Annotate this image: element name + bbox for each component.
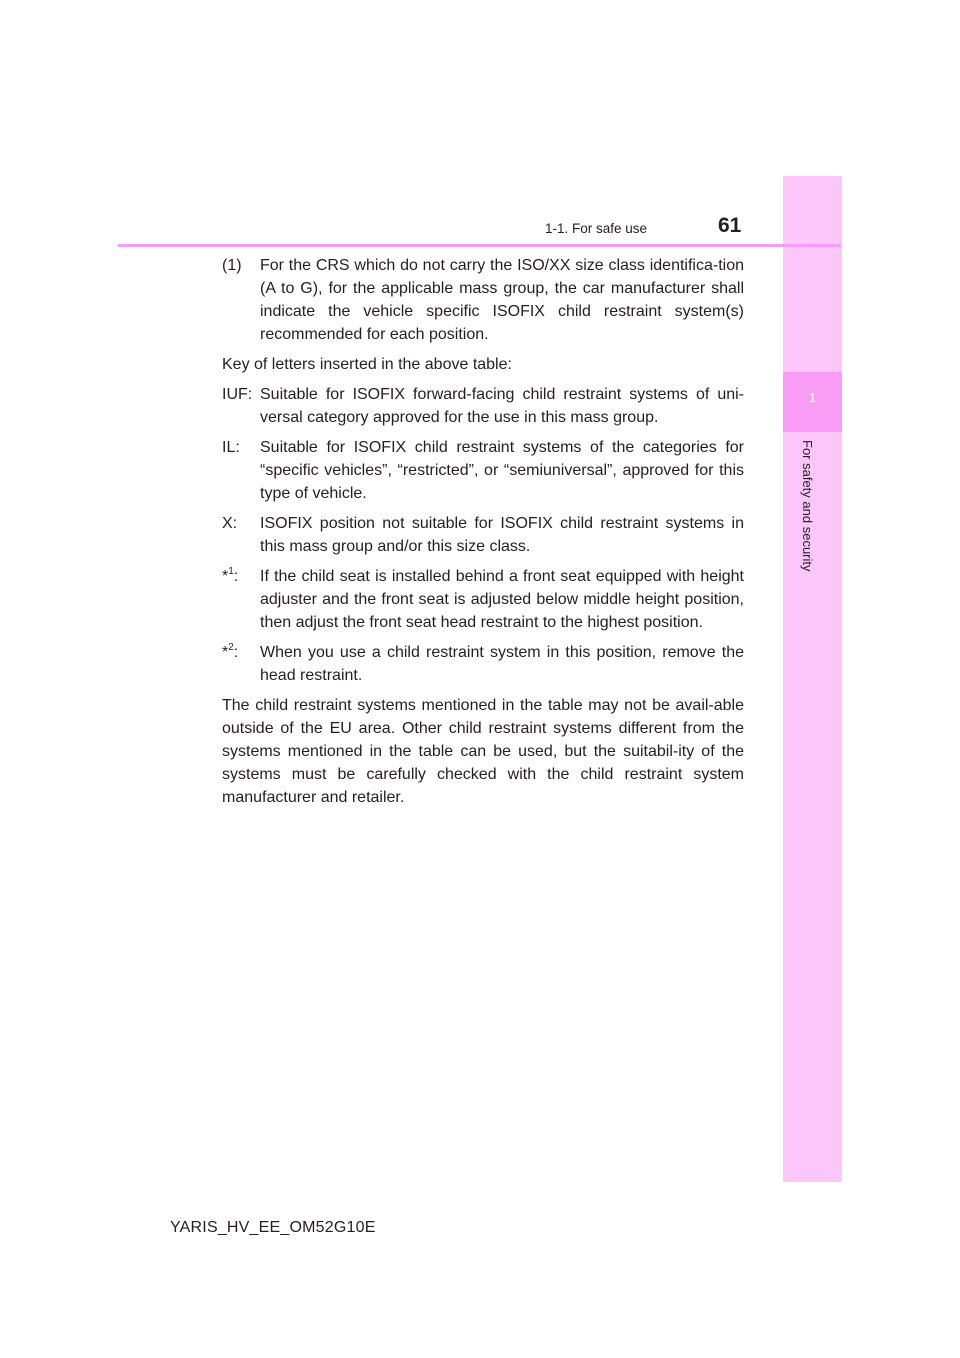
key-intro: Key of letters inserted in the above table: <box>222 356 512 373</box>
section-title: 1-1. For safe use <box>545 221 648 236</box>
key-label: IUF: <box>222 386 253 403</box>
key-item <box>222 512 744 558</box>
note-label: (1) <box>222 257 242 274</box>
note-text: For the CRS which do not carry the ISO/XX size class identifica-tion (A to G), for the applicable mass group, the car manufacturer shall indicate the vehicle specific ISOFIX child restraint system(s) recommended for each position. <box>260 257 744 343</box>
key-item <box>222 436 744 505</box>
footnote-mark: * <box>222 644 229 661</box>
document-code: YARIS_HV_EE_OM52G10E <box>170 1219 376 1236</box>
chapter-number: 1 <box>808 390 817 405</box>
footnote-label <box>222 565 238 588</box>
footnote-number: 1 <box>228 565 234 577</box>
footnote-number: 2 <box>228 641 234 653</box>
key-text: Suitable for ISOFIX forward-facing child restraint systems of uni-versal category approved for the use in this mass group. <box>260 386 744 426</box>
key-text: Suitable for ISOFIX child restraint systems of the categories for “specific vehicles”, “restricted”, or “semiuniversal”, approved for this type of vehicle. <box>260 439 744 502</box>
key-text: ISOFIX position not suitable for ISOFIX child restraint systems in this mass group and/or this size class. <box>260 515 744 555</box>
footnote-mark: * <box>222 568 229 585</box>
header-divider <box>118 244 841 247</box>
note-item <box>222 254 744 346</box>
chapter-sidebar <box>783 176 842 1182</box>
page-number: 61 <box>718 214 742 237</box>
page-content <box>222 254 744 816</box>
footnote-item <box>222 565 744 634</box>
chapter-title: For safety and security <box>800 440 815 572</box>
key-label: IL: <box>222 439 240 456</box>
key-item <box>222 383 744 429</box>
footnote-colon: : <box>233 644 239 661</box>
footnote-text: If the child seat is installed behind a front seat equipped with height adjuster and the front seat is adjusted below middle height position, then adjust the front seat head restraint to the highest position. <box>260 568 744 631</box>
footnote-colon: : <box>233 568 239 585</box>
key-label: X: <box>222 515 238 532</box>
footnote-text: When you use a child restraint system in this position, remove the head restraint. <box>260 644 744 684</box>
closing-paragraph: The child restraint systems mentioned in the table may not be avail-able outside of the EU area. Other child restraint systems different from the systems mentioned in the table can be used, but the suitabil-ity of the systems must be carefully checked with the child restraint system manufacturer and retailer. <box>222 697 744 806</box>
footnote-item <box>222 641 744 687</box>
footnote-label <box>222 641 238 664</box>
